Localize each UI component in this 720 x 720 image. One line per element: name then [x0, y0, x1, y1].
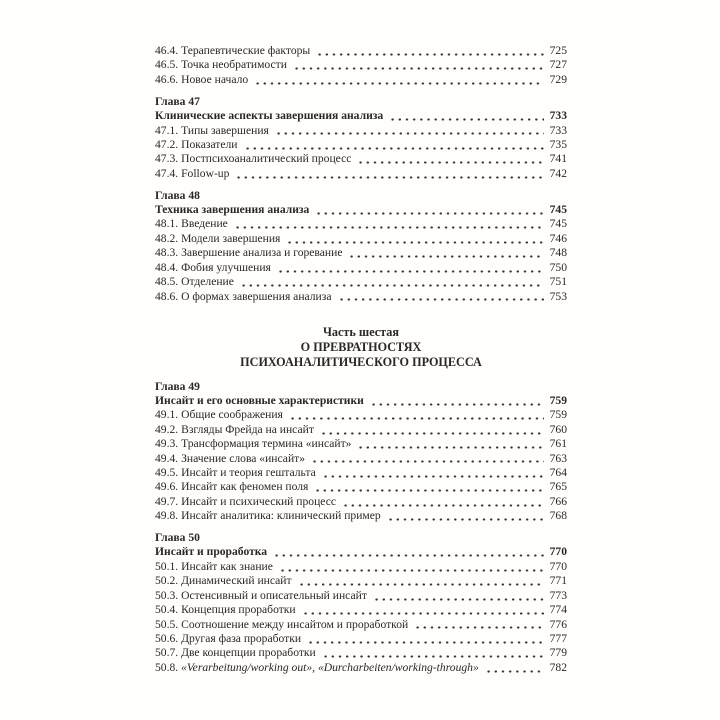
- toc-entry: [155, 646, 567, 660]
- dot-leader: [357, 161, 544, 164]
- page-number: 765: [549, 480, 567, 494]
- entry-text: [155, 661, 479, 675]
- entry-text: 49.5. Инсайт и теория гештальта: [155, 465, 316, 479]
- toc-entry: [155, 246, 567, 260]
- page-number: 741: [549, 152, 567, 166]
- page-number: 773: [549, 588, 567, 602]
- page-number: 776: [549, 617, 567, 631]
- entry-text: 50.4. Концепция проработки: [155, 603, 296, 617]
- page-number: 768: [549, 509, 567, 523]
- dot-leader: [293, 67, 544, 70]
- chapter-title: Техника завершения анализа: [155, 203, 310, 217]
- dot-leader: [357, 446, 544, 449]
- toc-entry: [155, 167, 567, 181]
- toc-entry: [155, 632, 567, 646]
- page-number: 764: [549, 465, 567, 479]
- page-number: 733: [549, 109, 567, 123]
- toc-entry: [155, 661, 567, 675]
- chapter-label: Глава 50: [155, 531, 200, 545]
- page-number: 760: [549, 422, 567, 436]
- page-number: 779: [549, 646, 567, 660]
- page-number: 729: [549, 72, 567, 86]
- dot-leader: [414, 626, 544, 629]
- toc-entry: [155, 466, 567, 480]
- dot-leader: [338, 298, 545, 301]
- entry-text: 46.5. Точка необратимости: [155, 58, 287, 72]
- dot-leader: [387, 518, 544, 521]
- part-heading-line: Часть шестая: [322, 324, 399, 339]
- dot-leader: [289, 417, 544, 420]
- entry-text: 47.3. Постпсихоаналитический процесс: [155, 152, 352, 166]
- toc-entry: [155, 618, 567, 632]
- entry-text: 49.8. Инсайт аналитика: клинический пример: [155, 509, 381, 523]
- page-number: 759: [549, 393, 567, 407]
- entry-text: 49.4. Значение слова «инсайт»: [155, 451, 306, 465]
- toc-entry: [155, 408, 567, 422]
- dot-leader: [275, 132, 544, 135]
- toc-entry: [155, 217, 567, 231]
- toc-entry: [155, 574, 567, 588]
- dot-leader: [320, 432, 544, 435]
- entry-text: 48.4. Фобия улучшения: [155, 260, 271, 274]
- dot-leader: [244, 147, 545, 150]
- entry-text: 47.2. Показатели: [155, 137, 238, 151]
- part-heading-line: О ПРЕВРАТНОСТЯХ: [300, 340, 422, 355]
- entry-text: 46.4. Терапевтические факторы: [155, 44, 311, 57]
- entry-text: 47.4. Follow-up: [155, 166, 230, 180]
- dot-leader: [322, 475, 544, 478]
- toc-entry: [155, 44, 567, 58]
- entry-text: 46.6. Новое начало: [155, 72, 249, 86]
- dot-leader: [314, 489, 544, 492]
- dot-leader: [298, 583, 544, 586]
- entry-text: 50.3. Остенсивный и описательный инсайт: [155, 588, 367, 602]
- chapter-title: Инсайт и проработка: [155, 545, 268, 559]
- toc-entry: [155, 560, 567, 574]
- toc-entry: [155, 275, 567, 289]
- toc-entry: [155, 58, 567, 72]
- part-heading-line: ПСИХОАНАЛИТИЧЕСКОГО ПРОЦЕССА: [240, 355, 482, 370]
- chapter-title-row: [155, 545, 567, 559]
- entry-text: 48.1. Введение: [155, 217, 228, 231]
- toc-entry: [155, 232, 567, 246]
- toc-entry: [155, 589, 567, 603]
- toc-entry: [155, 124, 567, 138]
- entry-text: 49.1. Общие соображения: [155, 408, 283, 422]
- dot-leader: [311, 460, 544, 463]
- entry-text: 50.7. Две концепции проработки: [155, 646, 316, 660]
- page-number: 777: [549, 631, 567, 645]
- entry-text: 48.5. Отделение: [155, 275, 234, 289]
- entry-text: 50.2. Динамический инсайт: [155, 574, 292, 588]
- page-number: 751: [549, 275, 567, 289]
- chapter-title-row: [155, 203, 567, 217]
- dot-leader: [389, 118, 544, 121]
- chapter-label: Глава 49: [155, 379, 200, 393]
- entry-text: 50.5. Соотношение между инсайтом и проработкой: [155, 617, 409, 631]
- dot-leader: [277, 270, 544, 273]
- dot-leader: [235, 176, 544, 179]
- toc-entry: [155, 423, 567, 437]
- toc-entry: [155, 495, 567, 509]
- dot-leader: [240, 284, 544, 287]
- chapter-title-row: [155, 394, 567, 408]
- page-number: 746: [549, 231, 567, 245]
- toc-entry: [155, 603, 567, 617]
- chapter-title: Инсайт и его основные характеристики: [155, 393, 364, 407]
- dot-leader: [279, 569, 544, 572]
- entry-text: 49.3. Трансформация термина «инсайт»: [155, 437, 352, 451]
- toc-entry: [155, 152, 567, 166]
- page-number: 750: [549, 260, 567, 274]
- toc-entry: [155, 73, 567, 87]
- page-number: 766: [549, 494, 567, 508]
- dot-leader: [485, 670, 544, 673]
- entry-text: 48.6. О формах завершения анализа: [155, 289, 332, 303]
- dot-leader: [286, 241, 544, 244]
- dot-leader: [254, 82, 544, 85]
- page-number: 742: [549, 166, 567, 180]
- toc-entry: [155, 480, 567, 494]
- chapter-title: Клинические аспекты завершения анализа: [155, 109, 384, 123]
- entry-text: 47.1. Типы завершения: [155, 123, 269, 137]
- dot-leader: [316, 53, 544, 56]
- dot-leader: [373, 598, 544, 601]
- dot-leader: [273, 554, 544, 557]
- chapter-label: Глава 47: [155, 94, 200, 108]
- entry-text: 49.6. Инсайт как феномен поля: [155, 480, 309, 494]
- entry-text: 48.2. Модели завершения: [155, 231, 281, 245]
- entry-text: 50.1. Инсайт как знание: [155, 559, 273, 573]
- dot-leader: [348, 255, 544, 258]
- page-number: 761: [549, 437, 567, 451]
- page-number: 770: [549, 559, 567, 573]
- entry-text: 48.3. Завершение анализа и горевание: [155, 246, 343, 260]
- page-number: 753: [549, 289, 567, 303]
- toc-entry: [155, 138, 567, 152]
- dot-leader: [322, 655, 544, 658]
- dot-leader: [370, 403, 544, 406]
- dot-leader: [302, 612, 544, 615]
- page-number: 763: [549, 451, 567, 465]
- toc-entry: [155, 261, 567, 275]
- dot-leader: [315, 212, 544, 215]
- page-number: 748: [549, 246, 567, 260]
- entry-italic-title: «Verarbeitung/working out», «Durcharbeiten/working-through»: [181, 660, 479, 674]
- page-number: 782: [549, 660, 567, 674]
- page-number: 735: [549, 137, 567, 151]
- entry-text: 50.6. Другая фаза проработки: [155, 631, 302, 645]
- toc-entry: [155, 290, 567, 304]
- dot-leader: [234, 226, 544, 229]
- entry-text: 49.7. Инсайт и психический процесс: [155, 494, 337, 508]
- page-number: 725: [549, 44, 567, 57]
- toc-content: [155, 44, 567, 675]
- toc-entry: [155, 452, 567, 466]
- page-number: 771: [549, 574, 567, 588]
- chapter-label: Глава 48: [155, 188, 200, 202]
- page-number: 727: [549, 58, 567, 72]
- page-number: 745: [549, 203, 567, 217]
- chapter-title-row: [155, 109, 567, 123]
- entry-number: 50.8.: [155, 660, 182, 674]
- page-number: 774: [549, 603, 567, 617]
- entry-text: 49.2. Взгляды Фрейда на инсайт: [155, 422, 314, 436]
- page-number: 745: [549, 217, 567, 231]
- page-number: 759: [549, 408, 567, 422]
- page-number: 770: [549, 545, 567, 559]
- dot-leader: [307, 641, 544, 644]
- part-heading: [155, 325, 567, 371]
- toc-entry: [155, 509, 567, 523]
- toc-entry: [155, 437, 567, 451]
- page-number: 733: [549, 123, 567, 137]
- dot-leader: [342, 504, 544, 507]
